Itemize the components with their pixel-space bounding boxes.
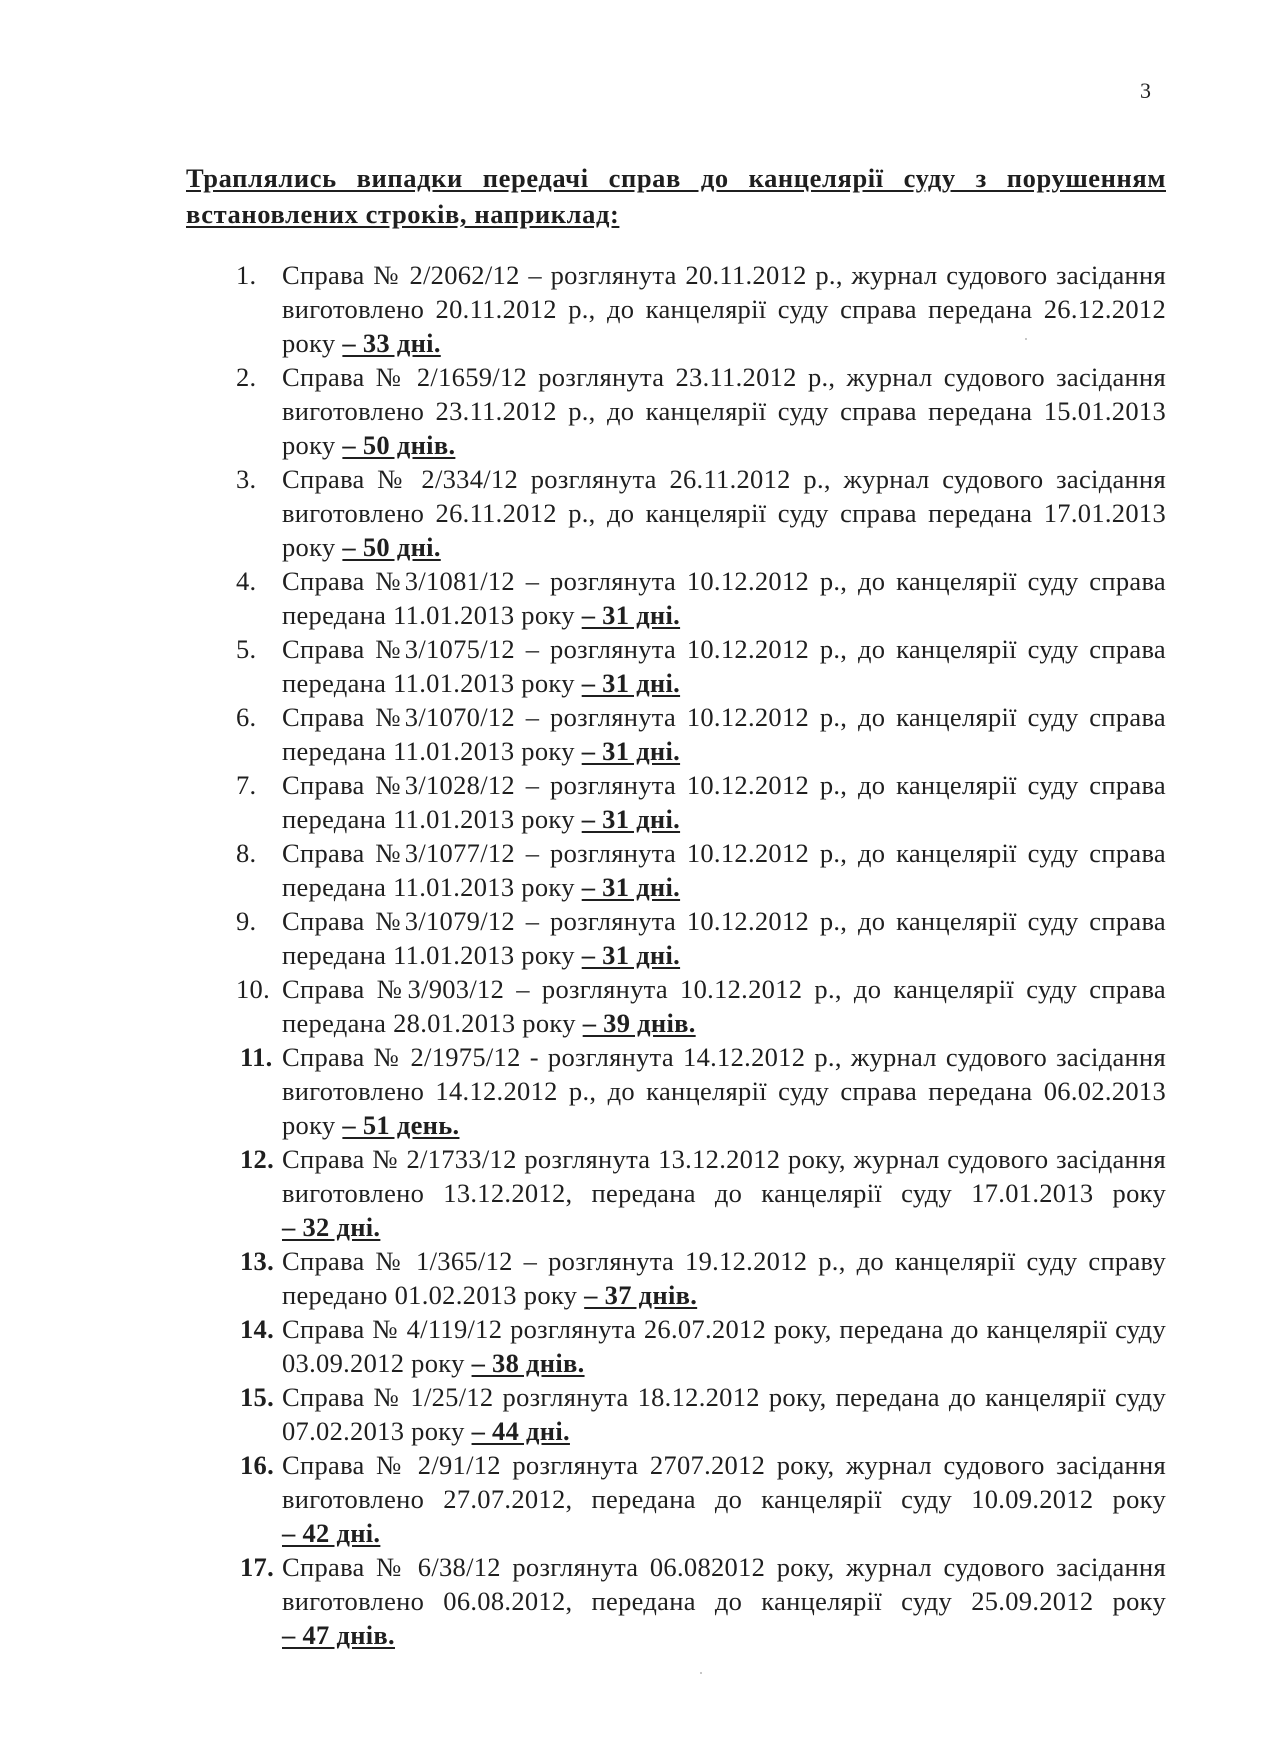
- item-duration: – 44 дні.: [471, 1416, 570, 1446]
- item-number: 11.: [240, 1042, 273, 1072]
- item-text: Справа № 2/1733/12 розглянута 13.12.2012 року, журнал судового засідання виготовлено 13.12.2012, передана до канцелярії суду 17.01.2013 року: [282, 1144, 1166, 1208]
- list-item: [236, 1142, 1166, 1244]
- item-duration: – 31 дні.: [581, 668, 681, 698]
- list-item: [236, 258, 1166, 360]
- item-duration: – 32 дні.: [282, 1212, 381, 1242]
- list-item: [236, 1040, 1166, 1142]
- item-number: 14.: [240, 1314, 275, 1344]
- list-item: [236, 1312, 1166, 1380]
- item-number: 9.: [236, 906, 257, 936]
- scan-speck: [1025, 338, 1027, 340]
- item-text: Справа № 1/25/12 розглянута 18.12.2012 року, передана до канцелярії суду 07.02.2013 року: [282, 1382, 1166, 1446]
- list-item: [236, 1550, 1166, 1652]
- item-number: 6.: [236, 702, 257, 732]
- item-text: Справа №3/1079/12 – розглянута 10.12.2012 р., до канцелярії суду справа передана 11.01.2013 року: [282, 906, 1166, 970]
- item-duration: – 31 дні.: [581, 940, 681, 970]
- item-text: Справа № 2/1975/12 - розглянута 14.12.2012 р., журнал судового засідання виготовлено 14.12.2012 р., до канцелярії суду справа передана 06.02.2013 року: [282, 1042, 1166, 1140]
- item-number: 2.: [236, 362, 257, 392]
- scan-speck: [700, 1672, 702, 1674]
- list-item: [236, 462, 1166, 564]
- item-number: 8.: [236, 838, 257, 868]
- item-text: Справа № 2/334/12 розглянута 26.11.2012 р., журнал судового засідання виготовлено 26.11.2012 р., до канцелярії суду справа передана 17.01.2013 року: [282, 464, 1166, 562]
- item-text: Справа № 2/91/12 розглянута 2707.2012 року, журнал судового засідання виготовлено 27.07.2012, передана до канцелярії суду 10.09.2012 року: [282, 1450, 1166, 1514]
- item-number: 17.: [240, 1552, 275, 1582]
- item-text: Справа №3/903/12 – розглянута 10.12.2012 р., до канцелярії суду справа передана 28.01.2013 року: [282, 974, 1166, 1038]
- item-duration: – 31 дні.: [581, 600, 681, 630]
- item-text: Справа №3/1070/12 – розглянута 10.12.2012 р., до канцелярії суду справа передана 11.01.2013 року: [282, 702, 1166, 766]
- section-heading: Траплялись випадки передачі справ до канцелярії суду з порушенням встановлених строків, наприклад:: [186, 163, 1166, 229]
- item-duration: – 31 дні.: [581, 736, 681, 766]
- list-item: [236, 972, 1166, 1040]
- item-duration: – 51 день.: [342, 1110, 460, 1140]
- item-duration: – 37 днів.: [584, 1280, 698, 1310]
- item-number: 3.: [236, 464, 257, 494]
- item-duration: – 31 дні.: [581, 804, 681, 834]
- list-item: [236, 564, 1166, 632]
- list-item: [236, 632, 1166, 700]
- list-item: [236, 904, 1166, 972]
- item-number: 16.: [240, 1450, 275, 1480]
- item-text: Справа № 6/38/12 розглянута 06.082012 року, журнал судового засідання виготовлено 06.08.2012, передана до канцелярії суду 25.09.2012 року: [282, 1552, 1166, 1616]
- item-text: Справа №3/1077/12 – розглянута 10.12.2012 р., до канцелярії суду справа передана 11.01.2013 року: [282, 838, 1166, 902]
- item-number: 13.: [240, 1246, 275, 1276]
- page-number: 3: [1140, 78, 1151, 103]
- item-number: 4.: [236, 566, 257, 596]
- item-duration: – 33 дні.: [342, 328, 441, 358]
- item-number: 15.: [240, 1382, 275, 1412]
- list-item: [236, 1244, 1166, 1312]
- item-duration: – 42 дні.: [282, 1518, 381, 1548]
- item-number: 1.: [236, 260, 257, 290]
- item-number: 5.: [236, 634, 257, 664]
- item-text: Справа № 2/2062/12 – розглянута 20.11.2012 р., журнал судового засідання виготовлено 20.11.2012 р., до канцелярії суду справа передана 26.12.2012 року: [282, 260, 1166, 358]
- item-duration: – 31 дні.: [581, 872, 681, 902]
- list-item: [236, 360, 1166, 462]
- item-text: Справа № 1/365/12 – розглянута 19.12.2012 р., до канцелярії суду справу передано 01.02.2013 року: [282, 1246, 1166, 1310]
- list-item: [236, 1380, 1166, 1448]
- item-number: 12.: [240, 1144, 275, 1174]
- case-list: [236, 258, 1166, 1652]
- item-text: Справа №3/1075/12 – розглянута 10.12.2012 р., до канцелярії суду справа передана 11.01.2013 року: [282, 634, 1166, 698]
- item-text: Справа № 2/1659/12 розглянута 23.11.2012 р., журнал судового засідання виготовлено 23.11.2012 р., до канцелярії суду справа передана 15.01.2013 року: [282, 362, 1166, 460]
- item-duration: – 50 дні.: [342, 532, 441, 562]
- list-item: [236, 768, 1166, 836]
- item-number: 10.: [236, 974, 271, 1004]
- list-item: [236, 836, 1166, 904]
- item-duration: – 50 днів.: [342, 430, 456, 460]
- list-item: [236, 1448, 1166, 1550]
- item-duration: – 38 днів.: [471, 1348, 585, 1378]
- item-duration: – 47 днів.: [282, 1620, 395, 1650]
- item-text: Справа №3/1028/12 – розглянута 10.12.2012 р., до канцелярії суду справа передана 11.01.2013 року: [282, 770, 1166, 834]
- item-text: Справа №3/1081/12 – розглянута 10.12.2012 р., до канцелярії суду справа передана 11.01.2013 року: [282, 566, 1166, 630]
- list-item: [236, 700, 1166, 768]
- item-duration: – 39 днів.: [582, 1008, 696, 1038]
- item-text: Справа № 4/119/12 розглянута 26.07.2012 року, передана до канцелярії суду 03.09.2012 року: [282, 1314, 1166, 1378]
- item-number: 7.: [236, 770, 257, 800]
